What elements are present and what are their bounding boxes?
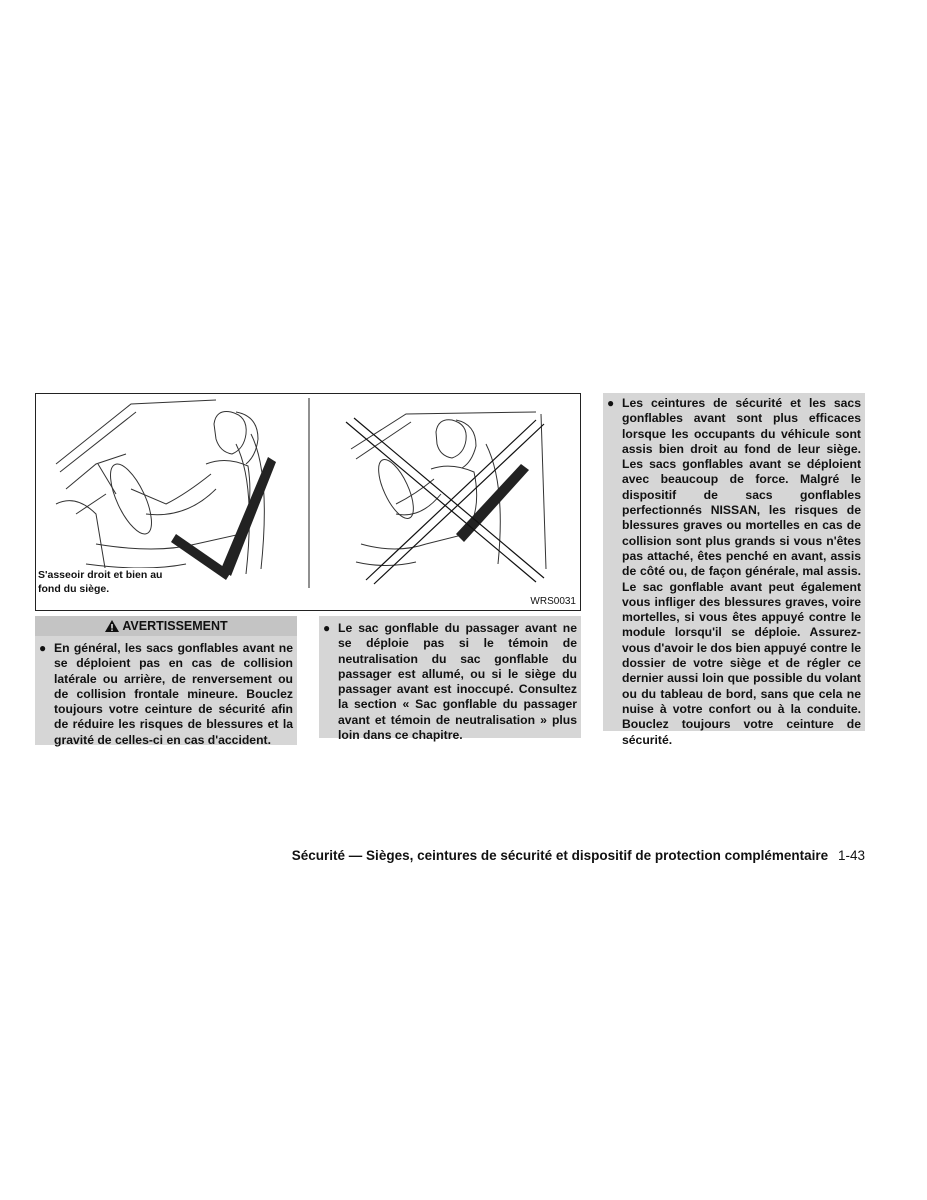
illustration-figure xyxy=(35,393,581,611)
seating-position-text: Les ceintures de sécurité et les sacs gonflables avant sont plus efficaces lorsque les occupants du véhicule sont assis bien droit au fond de leur siège. Les sacs gonflables avant se déploient avec beaucoup de force. Malgré le dispositif de sacs gonflables perfectionnés NISSAN, les risques de blessures graves ou mortelles en cas de collision sont plus grands si vous n'êtes pas attaché, êtes penché en avant, assis de côté ou, de façon générale, mal assis. Le sac gonflable avant peut également vous infliger des blessures graves, voire mortelles, si vous êtes appuyé contre le module lorsqu'il se déploie. Assurez-vous d'avoir le dos bien appuyé contre le dossier de votre siège et de régler ce dernier aussi loin que possible du volant ou du tableau de bord, sans que cela ne nuise à votre confort ou à la conduite. Bouclez toujours votre ceinture de sécurité. xyxy=(622,396,861,747)
cross-out-mark xyxy=(346,418,544,584)
warning-body xyxy=(35,636,297,745)
bullet-dot-icon: ● xyxy=(39,641,47,655)
figure-caption: S'asseoir droit et bien au fond du siège. xyxy=(38,568,188,596)
warning-title: AVERTISSEMENT xyxy=(122,619,228,633)
list-item xyxy=(323,621,577,743)
page-number: 1-43 xyxy=(837,848,865,863)
list-item xyxy=(39,641,293,748)
incorrect-posture-drawing xyxy=(351,412,546,569)
passenger-airbag-text: Le sac gonflable du passager avant ne se déploie pas si le témoin de neutralisation du sac gonflable du passager est allumé, ou si le siège du passager avant est inoccupé. Consultez la section « Sac gonflable du passager avant et témoin de neutralisation » plus loin dans ce chapitre. xyxy=(338,621,577,743)
passenger-airbag-note xyxy=(319,616,581,743)
page-footer xyxy=(292,848,865,863)
figure-code: WRS0031 xyxy=(530,596,576,607)
warning-header xyxy=(35,616,297,636)
seating-position-note xyxy=(603,393,865,747)
bullet-dot-icon: ● xyxy=(323,621,331,635)
footer-section-title: Sécurité — Sièges, ceintures de sécurité et dispositif de protection complémentaire xyxy=(291,848,829,863)
warning-triangle-icon xyxy=(104,619,120,633)
bullet-dot-icon: ● xyxy=(607,396,615,410)
list-item xyxy=(607,396,861,748)
warning-text: En général, les sacs gonflables avant ne se déploient pas en cas de collision latérale ou arrière, de renversement ou de collision frontale mineure. Bouclez toujours votre ceinture de sécurité afin de réduire les risques de blessures et la gravité de celles-ci en cas d'accident. xyxy=(54,641,293,747)
